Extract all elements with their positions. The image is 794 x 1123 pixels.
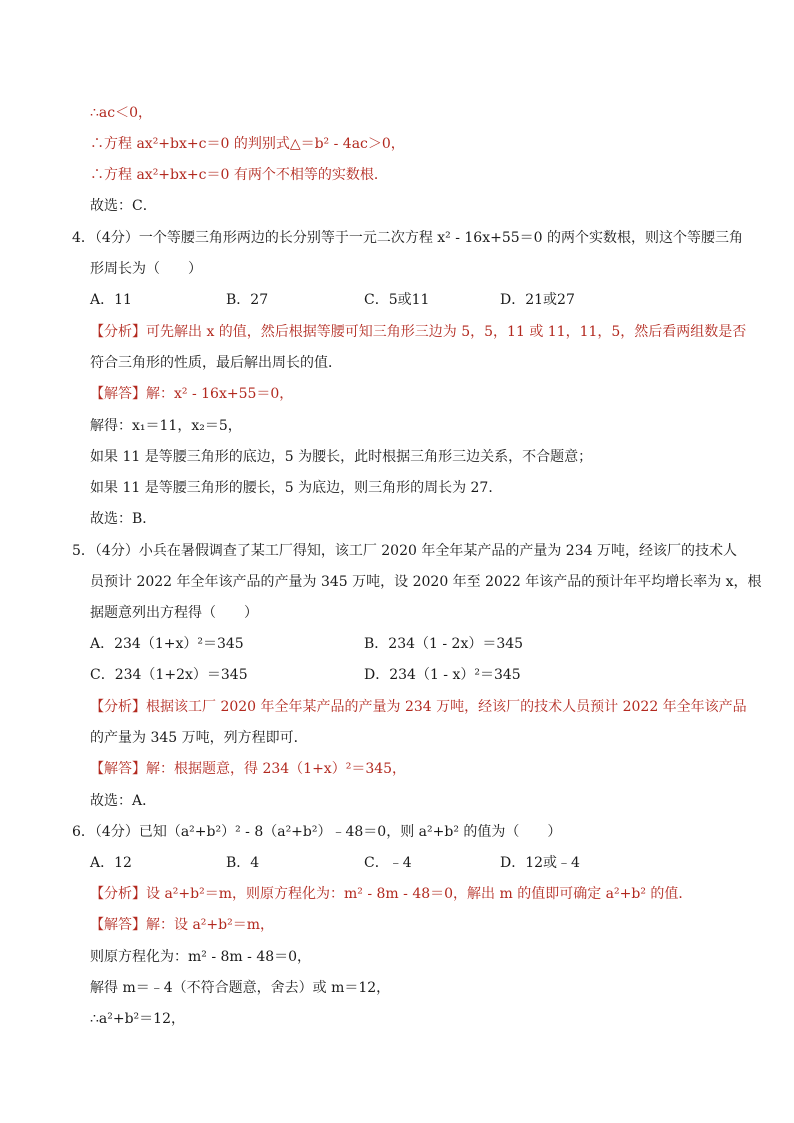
q5-analysis-line-1: 【分析】根据该工厂 2020 年全年某产品的产量为 234 万吨，经该厂的技术人员预计 2022 年全年该产品 (90, 699, 747, 715)
q4-stem-line-1: 4．（4分）一个等腰三角形两边的长分别等于一元二次方程 x² - 16x+55＝0 的两个实数根，则这个等腰三角 (72, 230, 744, 246)
q4-option-a: A．11 (90, 292, 132, 308)
q5-analysis-line-2: 的产量为 345 万吨，列方程即可． (90, 730, 308, 746)
q4-answer-line-3: 如果 11 是等腰三角形的底边，5 为腰长，此时根据三角形三边关系，不合题意； (90, 449, 593, 465)
q6-option-c: C．﹣4 (364, 855, 412, 871)
q4-option-c: C．5或11 (364, 292, 430, 308)
q5-choose: 故选：A． (90, 793, 157, 809)
prev-line-2: ∴方程 ax²+bx+c＝0 的判别式△＝b² - 4ac＞0， (90, 136, 405, 152)
q4-answer-line-1: 【解答】解：x² - 16x+55＝0， (90, 386, 294, 402)
q6-analysis-line-1: 【分析】设 a²+b²＝m，则原方程化为：m² - 8m - 48＝0，解出 m 的值即可确定 a²+b² 的值． (90, 886, 693, 902)
prev-line-1: ∴ac＜0， (90, 105, 153, 121)
q5-option-c: C．234（1+2x）＝345 (90, 667, 248, 683)
q4-option-d: D．21或27 (500, 292, 575, 308)
q5-option-a: A．234（1+x）²＝345 (90, 636, 244, 652)
q5-answer-line-1: 【解答】解：根据题意，得 234（1+x）²＝345， (90, 761, 407, 777)
q5-stem-line-3: 据题意列出方程得（ ） (90, 605, 258, 621)
q5-option-b: B．234（1 - 2x）＝345 (364, 636, 524, 652)
q4-choose: 故选：B． (90, 511, 157, 527)
q4-analysis-line-2: 符合三角形的性质，最后解出周长的值． (90, 355, 342, 371)
prev-choose: 故选：C． (90, 198, 157, 214)
q5-stem-line-2: 员预计 2022 年全年该产品的产量为 345 万吨，设 2020 年至 2022 年该产品的预计年平均增长率为 x，根 (90, 574, 762, 590)
q6-option-a: A．12 (90, 855, 132, 871)
q6-option-d: D．12或﹣4 (500, 855, 580, 871)
q6-stem-line-1: 6．（4分）已知（a²+b²）² - 8（a²+b²）﹣48＝0，则 a²+b² 的值为（ ） (72, 824, 562, 840)
q4-analysis-line-1: 【分析】可先解出 x 的值，然后根据等腰可知三角形三边为 5，5，11 或 11，11，5，然后看两组数是否 (90, 324, 747, 340)
q6-answer-line-2: 则原方程化为：m² - 8m - 48＝0， (90, 949, 312, 965)
q4-stem-line-2: 形周长为（ ） (90, 261, 202, 277)
q6-option-b: B．4 (226, 855, 260, 871)
q5-stem-line-1: 5．（4分）小兵在暑假调查了某工厂得知，该工厂 2020 年全年某产品的产量为 234 万吨，经该厂的技术人 (72, 543, 737, 559)
q4-answer-line-4: 如果 11 是等腰三角形的腰长，5 为底边，则三角形的周长为 27． (90, 480, 503, 496)
q6-answer-line-4: ∴a²+b²＝12， (90, 1011, 185, 1027)
q4-option-b: B．27 (226, 292, 269, 308)
q6-answer-line-3: 解得 m＝﹣4（不符合题意，舍去）或 m＝12， (90, 980, 391, 996)
q5-option-d: D．234（1 - x）²＝345 (364, 667, 521, 683)
prev-line-3: ∴方程 ax²+bx+c＝0 有两个不相等的实数根． (90, 167, 388, 183)
q4-answer-line-2: 解得：x₁＝11，x₂＝5， (90, 418, 242, 434)
q6-answer-line-1: 【解答】解：设 a²+b²＝m， (90, 917, 274, 933)
